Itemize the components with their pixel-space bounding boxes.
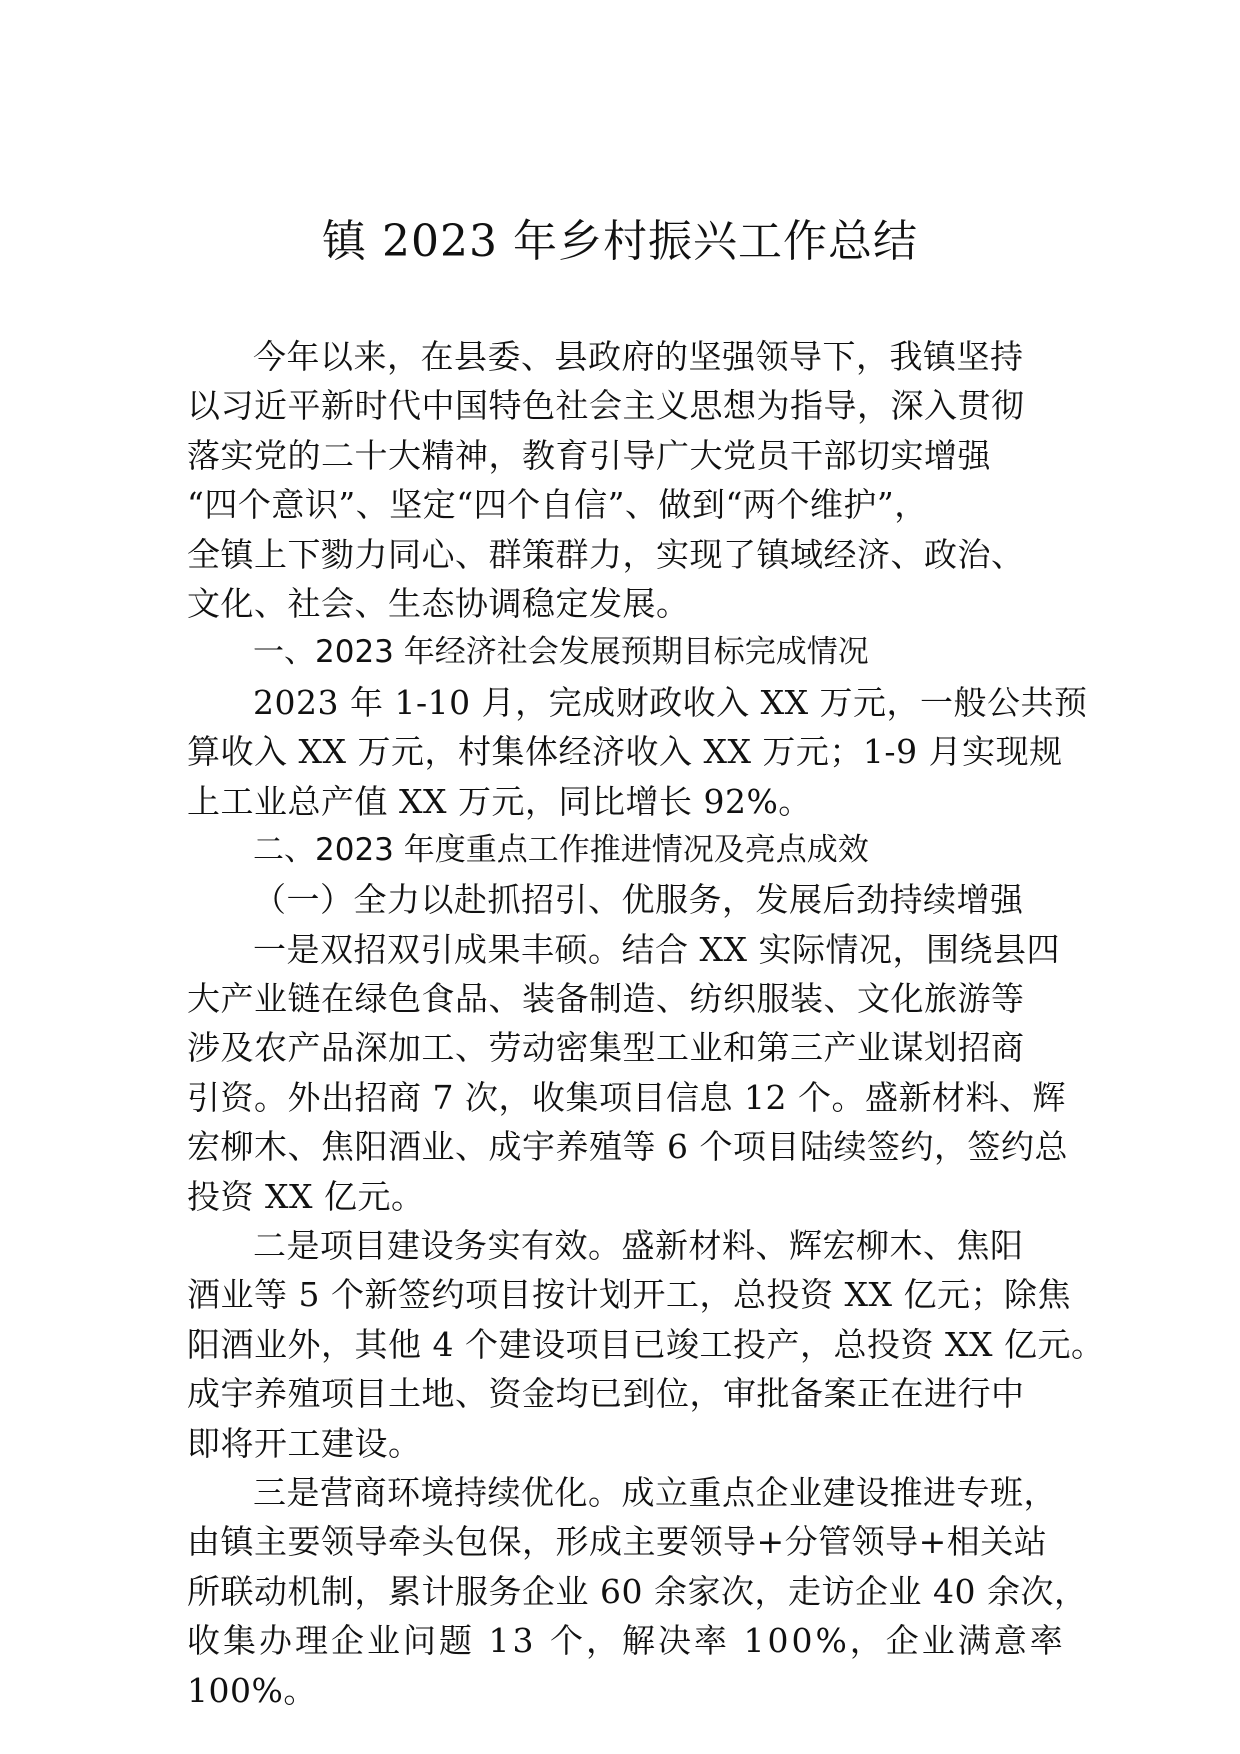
document-title: 镇 2023 年乡村振兴工作总结: [322, 216, 918, 267]
paragraph-line: 算收入 XX 万元，村集体经济收入 XX 万元；1-9 月实现规: [187, 732, 1063, 772]
section-heading: 二、2023 年度重点工作推进情况及亮点成效: [253, 831, 869, 868]
paragraph-line: 2023 年 1-10 月，完成财政收入 XX 万元，一般公共预: [253, 682, 1088, 722]
paragraph-line: 以习近平新时代中国特色社会主义思想为指导，深入贯彻: [187, 386, 1025, 426]
document-body: [187, 332, 1105, 1715]
paragraph-line: 一是双招双引成果丰硕。结合 XX 实际情况，围绕县四: [253, 929, 1060, 969]
paragraph-line: 阳酒业外，其他 4 个建设项目已竣工投产，总投资 XX 亿元。: [187, 1324, 1105, 1364]
paragraph-line: 由镇主要领导牵头包保，形成主要领导+分管领导+相关站: [187, 1522, 1048, 1562]
paragraph-line: 酒业等 5 个新签约项目按计划开工，总投资 XX 亿元；除焦: [187, 1275, 1071, 1315]
paragraph-line: “四个意识”、坚定“四个自信”、做到“两个维护”，: [187, 485, 928, 525]
paragraph-line: 收集办理企业问题 13 个，解决率 100%，企业满意率: [187, 1621, 1066, 1661]
subsection-heading: （一）全力以赴抓招引、优服务，发展后劲持续增强: [253, 880, 1024, 920]
paragraph-line: 今年以来，在县委、县政府的坚强领导下，我镇坚持: [253, 337, 1024, 376]
paragraph-line: 二是项目建设务实有效。盛新材料、辉宏柳木、焦阳: [253, 1226, 1024, 1266]
section-heading: 一、2023 年经济社会发展预期目标完成情况: [253, 634, 869, 671]
paragraph-line: 投资 XX 亿元。: [187, 1176, 425, 1216]
paragraph-line: 即将开工建设。: [187, 1423, 422, 1463]
paragraph-line: 引资。外出招商 7 次，收集项目信息 12 个。盛新材料、辉: [187, 1077, 1066, 1117]
paragraph-line: 100%。: [187, 1670, 317, 1710]
paragraph-line: 涉及农产品深加工、劳动密集型工业和第三产业谋划招商: [187, 1028, 1025, 1068]
paragraph-line: 全镇上下勠力同心、群策群力，实现了镇域经济、政治、: [187, 534, 1025, 574]
paragraph-line: 上工业总产值 XX 万元，同比增长 92%。: [187, 781, 812, 821]
paragraph-line: 文化、社会、生态协调稳定发展。: [187, 583, 690, 623]
paragraph-line: 宏柳木、焦阳酒业、成宇养殖等 6 个项目陆续签约，签约总: [187, 1127, 1068, 1167]
paragraph-line: 所联动机制，累计服务企业 60 余家次，走访企业 40 余次，: [187, 1571, 1088, 1611]
paragraph-line: 落实党的二十大精神，教育引导广大党员干部切实增强: [187, 435, 991, 475]
paragraph-line: 成宇养殖项目土地、资金均已到位，审批备案正在进行中: [187, 1374, 1025, 1414]
paragraph-line: 大产业链在绿色食品、装备制造、纺织服装、文化旅游等: [187, 979, 1025, 1019]
paragraph-line: 三是营商环境持续优化。成立重点企业建设推进专班，: [253, 1472, 1057, 1512]
